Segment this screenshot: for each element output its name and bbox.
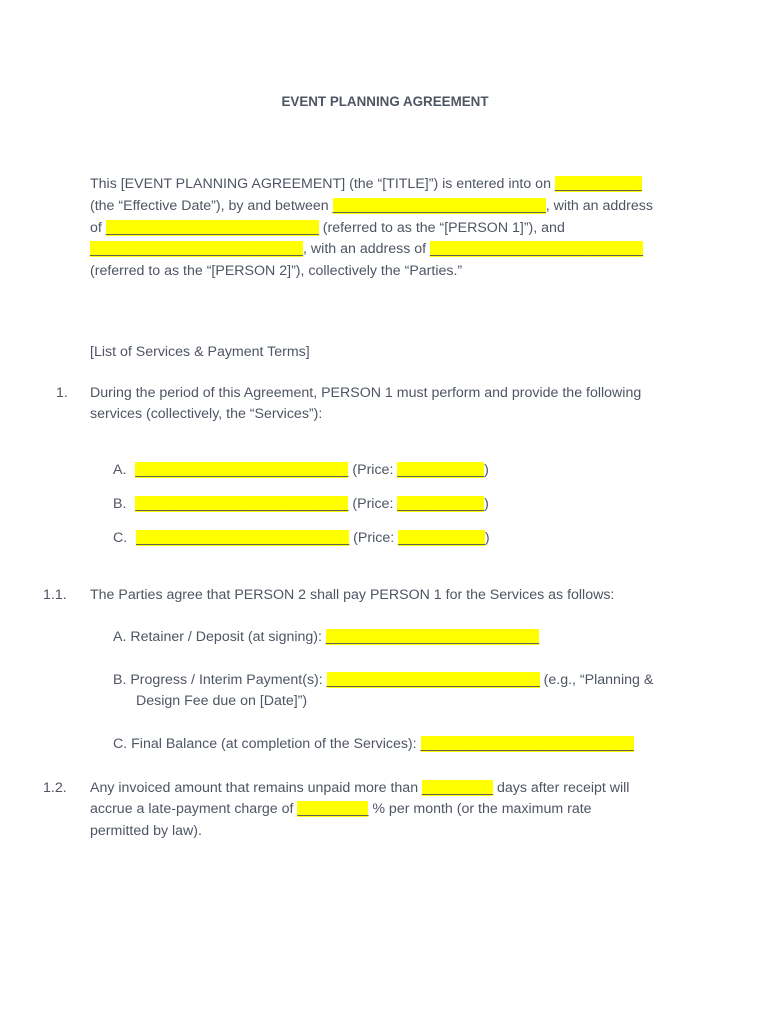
document-title: EVENT PLANNING AGREEMENT <box>281 94 489 109</box>
close-paren: ) <box>484 462 489 478</box>
days-blank[interactable]: _________ <box>422 780 494 796</box>
intro-text: , with an address <box>545 198 653 214</box>
payment-progress-line-2: Design Fee due on [Date]”) <box>136 693 308 709</box>
intro-line-4 <box>90 239 643 259</box>
service-blank[interactable]: ___________________________ <box>135 462 349 478</box>
price-blank[interactable]: ___________ <box>397 462 485 478</box>
service-item-b <box>113 494 489 514</box>
clause-1-line-1: During the period of this Agreement, PERSON 1 must perform and provide the following <box>90 385 642 401</box>
clause-1-2-line-3: permitted by law). <box>90 823 202 839</box>
person2-name-blank[interactable]: ___________________________ <box>90 241 304 257</box>
price-blank[interactable]: ___________ <box>398 530 485 546</box>
person1-name-blank[interactable]: ___________________________ <box>332 198 546 214</box>
clause-1-line-2: services (collectively, the “Services”): <box>90 406 323 422</box>
intro-line-5: (referred to as the “[PERSON 2]”), collectively the “Parties.” <box>90 263 463 279</box>
price-blank[interactable]: ___________ <box>397 496 485 512</box>
clause-1-2-line-2 <box>90 799 592 819</box>
clause-text: accrue a late-payment charge of <box>90 801 298 817</box>
intro-text: (referred to as the “[PERSON 1]”), and <box>318 220 565 236</box>
intro-line-3 <box>90 218 565 238</box>
clause-text: % per month (or the maximum rate <box>368 801 592 817</box>
service-label: A. <box>113 462 127 478</box>
retainer-blank[interactable]: ___________________________ <box>325 629 539 645</box>
intro-text: This [EVENT PLANNING AGREEMENT] (the “[TITLE]”) is entered into on <box>90 176 555 192</box>
intro-text: of <box>90 220 106 236</box>
service-label: C. <box>113 530 128 546</box>
payment-note: (e.g., “Planning & <box>539 672 654 688</box>
clause-number: 1. <box>56 385 68 401</box>
service-item-c <box>113 528 490 548</box>
intro-line-1 <box>90 174 642 194</box>
effective-date-blank[interactable]: ___________ <box>554 176 642 192</box>
intro-text: , with an address of <box>303 241 431 257</box>
price-label: (Price: <box>348 462 398 478</box>
intro-text: (the “Effective Date”), by and between <box>90 198 333 214</box>
clause-number: 1.1. <box>43 587 67 603</box>
intro-line-2 <box>90 196 653 216</box>
payment-label: C. Final Balance (at completion of the Services): <box>113 736 421 752</box>
service-blank[interactable]: ___________________________ <box>136 530 350 546</box>
final-balance-blank[interactable]: ___________________________ <box>420 736 634 752</box>
clause-text: days after receipt will <box>493 780 630 796</box>
person1-address-blank[interactable]: ___________________________ <box>105 220 319 236</box>
progress-blank[interactable]: ___________________________ <box>326 672 540 688</box>
price-label: (Price: <box>348 496 398 512</box>
late-charge-blank[interactable]: _________ <box>297 801 369 817</box>
payment-label: A. Retainer / Deposit (at signing): <box>113 629 326 645</box>
person2-address-blank[interactable]: ___________________________ <box>430 241 644 257</box>
price-label: (Price: <box>349 530 399 546</box>
section-heading: [List of Services & Payment Terms] <box>90 344 310 360</box>
service-label: B. <box>113 496 127 512</box>
close-paren: ) <box>484 496 489 512</box>
payment-label: B. Progress / Interim Payment(s): <box>113 672 327 688</box>
payment-final <box>113 734 634 754</box>
clause-text: Any invoiced amount that remains unpaid more than <box>90 780 423 796</box>
payment-retainer <box>113 627 539 647</box>
close-paren: ) <box>484 530 490 546</box>
clause-number: 1.2. <box>43 780 67 796</box>
payment-progress <box>113 670 653 690</box>
clause-1-1-text: The Parties agree that PERSON 2 shall pay PERSON 1 for the Services as follows: <box>90 587 615 603</box>
service-blank[interactable]: ___________________________ <box>135 496 349 512</box>
service-item-a <box>113 460 489 480</box>
clause-1-2-line-1 <box>90 778 629 798</box>
